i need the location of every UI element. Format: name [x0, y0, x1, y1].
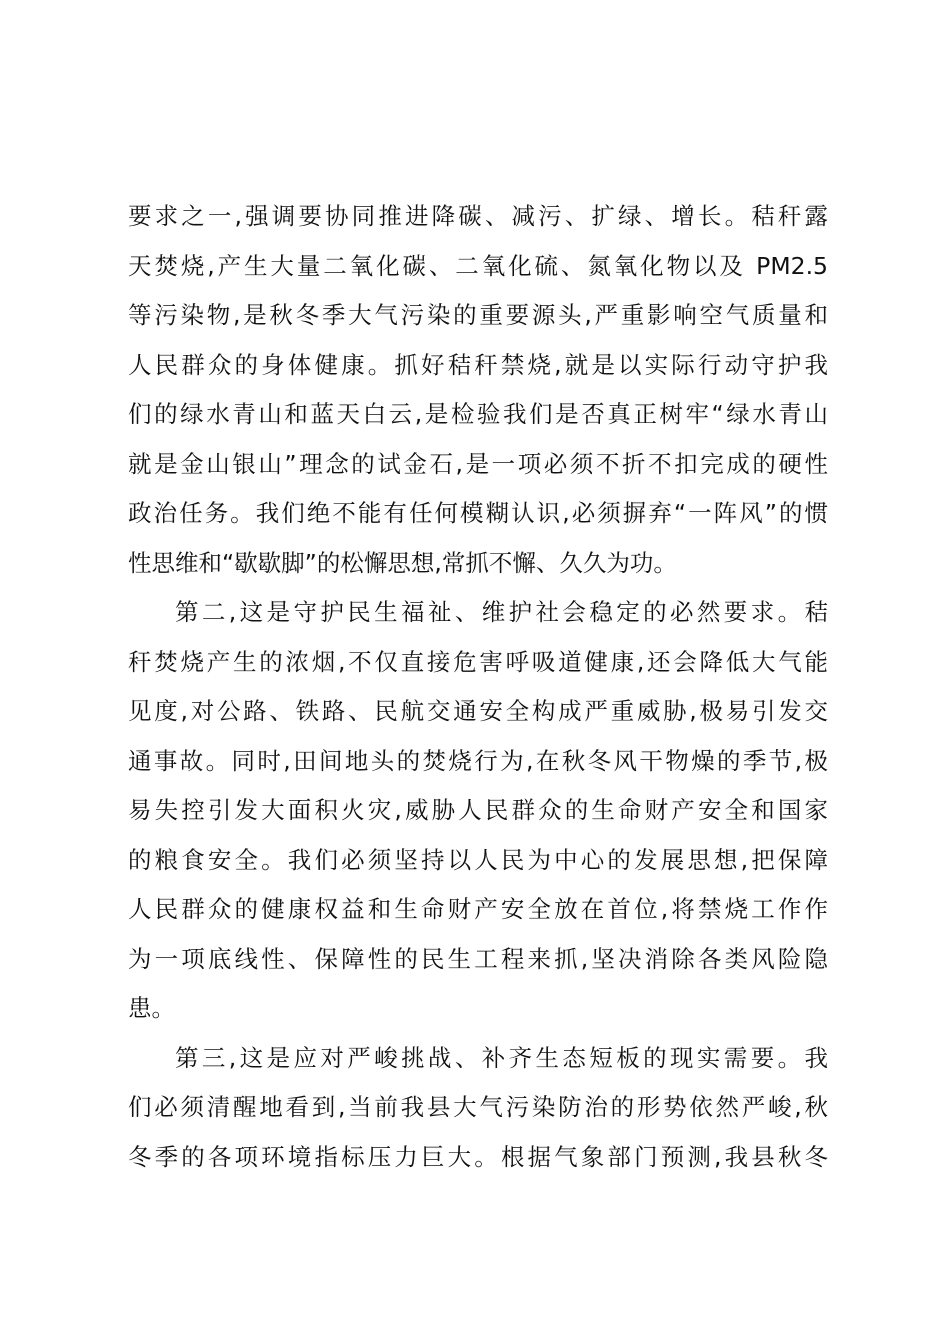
- text-line: 要求之一,强调要协同推进降碳、减污、扩绿、增长。秸秆露: [128, 202, 828, 230]
- text-line: 们必须清醒地看到,当前我县大气污染防治的形势依然严峻,秋: [128, 1093, 828, 1121]
- text-line: 见度,对公路、铁路、民航交通安全构成严重威胁,极易引发交: [128, 697, 828, 725]
- text-line: 患。: [128, 994, 175, 1022]
- paragraph-2: [128, 588, 828, 1034]
- text-line: 人民群众的健康权益和生命财产安全放在首位,将禁烧工作作: [128, 895, 828, 923]
- text-line: 政治任务。我们绝不能有任何模糊认识,必须摒弃“一阵风”的惯: [128, 499, 828, 527]
- text-line: 为一项底线性、保障性的民生工程来抓,坚决消除各类风险隐: [128, 944, 828, 973]
- text-line: 第二,这是守护民生福祉、维护社会稳定的必然要求。秸: [175, 598, 828, 626]
- text-line: 易失控引发大面积火灾,威胁人民群众的生命财产安全和国家: [128, 796, 828, 824]
- text-line: 第三,这是应对严峻挑战、补齐生态短板的现实需要。我: [175, 1043, 828, 1072]
- text-line: 性思维和“歇歇脚”的松懈思想,常抓不懈、久久为功。: [128, 548, 677, 577]
- text-line: 秆焚烧产生的浓烟,不仅直接危害呼吸道健康,还会降低大气能: [128, 647, 828, 676]
- text-line: 的粮食安全。我们必须坚持以人民为中心的发展思想,把保障: [128, 845, 828, 874]
- text-line: 冬季的各项环境指标压力巨大。根据气象部门预测,我县秋冬: [128, 1142, 828, 1171]
- text-line: 们的绿水青山和蓝天白云,是检验我们是否真正树牢“绿水青山: [128, 400, 828, 428]
- text-line: 就是金山银山”理念的试金石,是一项必须不折不扣完成的硬性: [128, 449, 828, 478]
- document-body: [128, 192, 828, 1182]
- text-line: 人民群众的身体健康。抓好秸秆禁烧,就是以实际行动守护我: [128, 350, 828, 379]
- paragraph-1: [128, 192, 828, 588]
- text-line: 等污染物,是秋冬季大气污染的重要源头,严重影响空气质量和: [128, 301, 828, 329]
- paragraph-3: [128, 1034, 828, 1183]
- text-line: 天焚烧,产生大量二氧化碳、二氧化硫、氮氧化物以及 PM2.5: [128, 251, 828, 280]
- text-line: 通事故。同时,田间地头的焚烧行为,在秋冬风干物燥的季节,极: [128, 746, 828, 775]
